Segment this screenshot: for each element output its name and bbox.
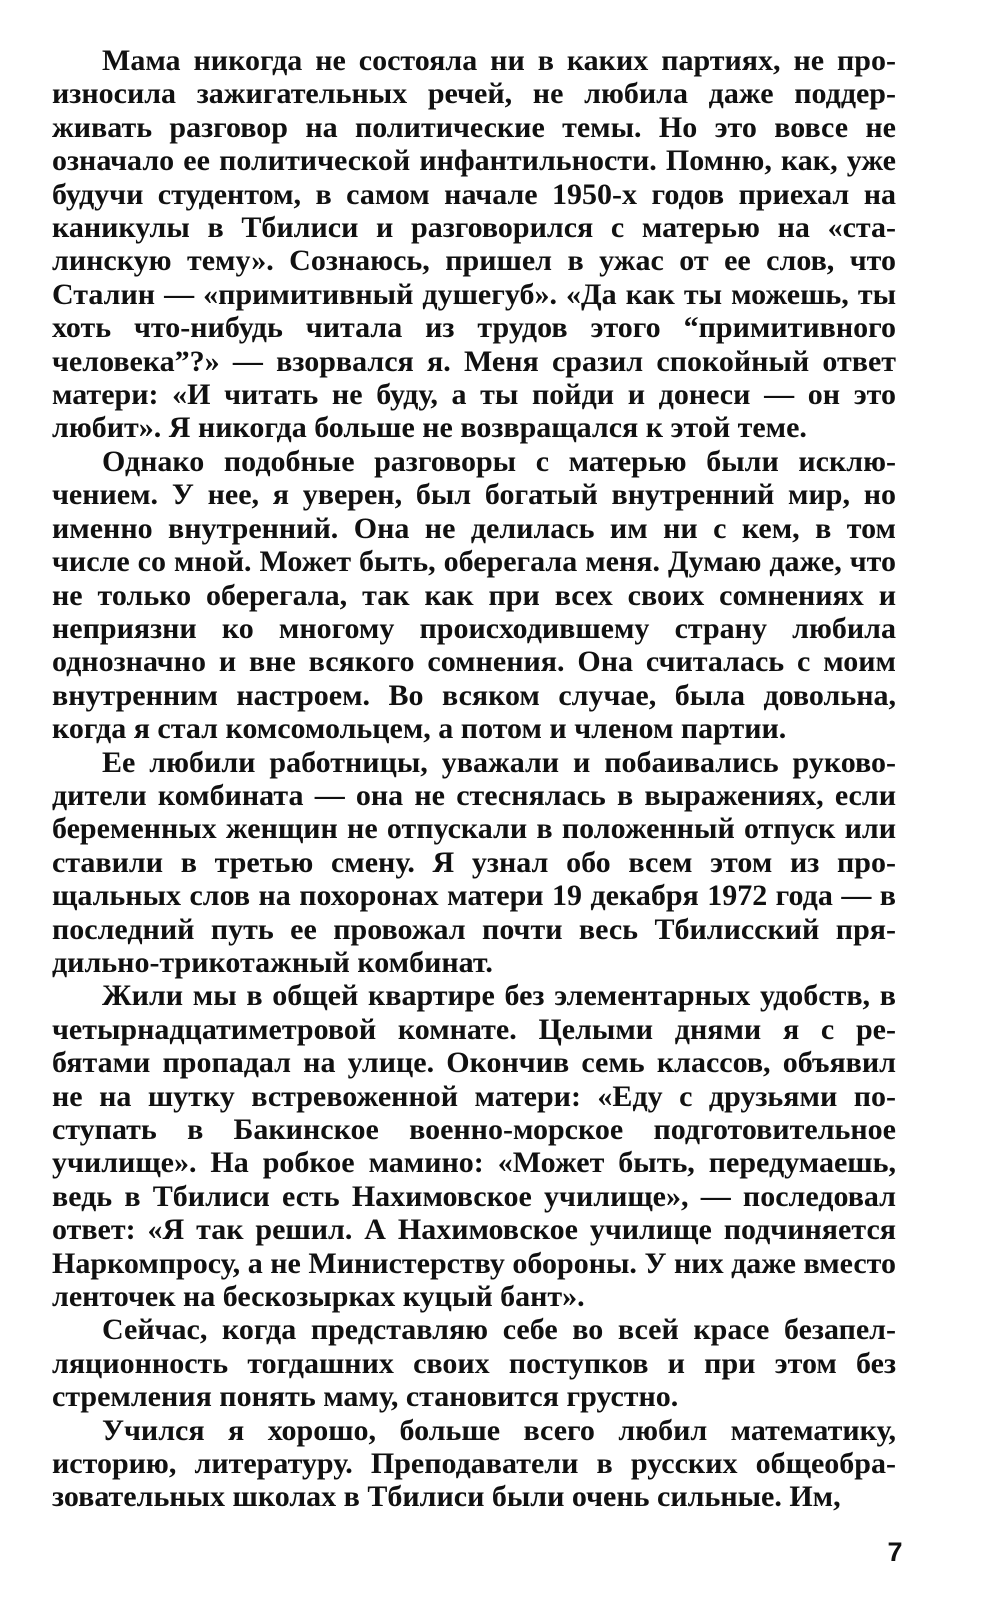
paragraph-3: Ее любили работницы, уважали и побаивались руководители комбината — она не стеснялась в выражениях, если беременных женщин не отпускали в положенный отпуск или ставили в третью смену. Я узнал обо всем этом из прощальных слов на похоронах матери 19 декабря 1972 года — в последний путь ее провожал почти весь Тбилисский прядильно-трикотажный комбинат. [52,745,896,979]
body-text [52,44,896,1514]
paragraph-5: Сейчас, когда представляю себе во всей красе безапелляционность тогдашних своих поступков и при этом без стремления понять маму, становится грустно. [52,1313,896,1414]
page-number: 7 [887,1537,903,1567]
paragraph-2: Однако подобные разговоры с матерью были исключением. У нее, я уверен, был богатый внутренний мир, но именно внутренний. Она не делилась им ни с кем, в том числе со мной. Может быть, оберегала меня. Думаю даже, что не только оберегала, так как при всех своих сомнениях и неприязни ко многому происходившему страну любила однозначно и вне всякого сомнения. Она считалась с моим внутренним настроем. Во всяком случае, была довольна, когда я стал комсомольцем, а потом и членом партии. [52,444,896,746]
paragraph-1: Мама никогда не состояла ни в каких партиях, не произносила зажигательных речей, не любила даже поддерживать разговор на политические темы. Но это вовсе не означало ее политической инфантильности. Помню, как, уже будучи студентом, в самом начале 1950-х годов приехал на каникулы в Тбилиси и разговорился с матерью на «сталинскую тему». Сознаюсь, пришел в ужас от ее слов, что Сталин — «примитивный душегуб». «Да как ты можешь, ты хоть что-нибудь читала из трудов этого “примитивного человека”?» — взорвался я. Меня сразил спокойный ответ матери: «И читать не буду, а ты пойди и донеси — он это любит». Я никогда больше не возвращался к этой теме. [52,44,896,445]
paragraph-4: Жили мы в общей квартире без элементарных удобств, в четырнадцатиметровой комнате. Целыми днями я с ребятами пропадал на улице. Окончив семь классов, объявил не на шутку встревоженной матери: «Еду с друзьями поступать в Бакинское военно-морское подготовительное училище». На робкое мамино: «Может быть, передумаешь, ведь в Тбилиси есть Нахимовское училище», — последовал ответ: «Я так решил. А Нахимовское училище подчиняется Наркомпросу, а не Министерству обороны. У них даже вместо ленточек на бескозырках куцый бант». [52,979,896,1314]
paragraph-6: Учился я хорошо, больше всего любил математику, историю, литературу. Преподаватели в русских общеобразовательных школах в Тбилиси были очень сильные. Им, [52,1413,896,1514]
